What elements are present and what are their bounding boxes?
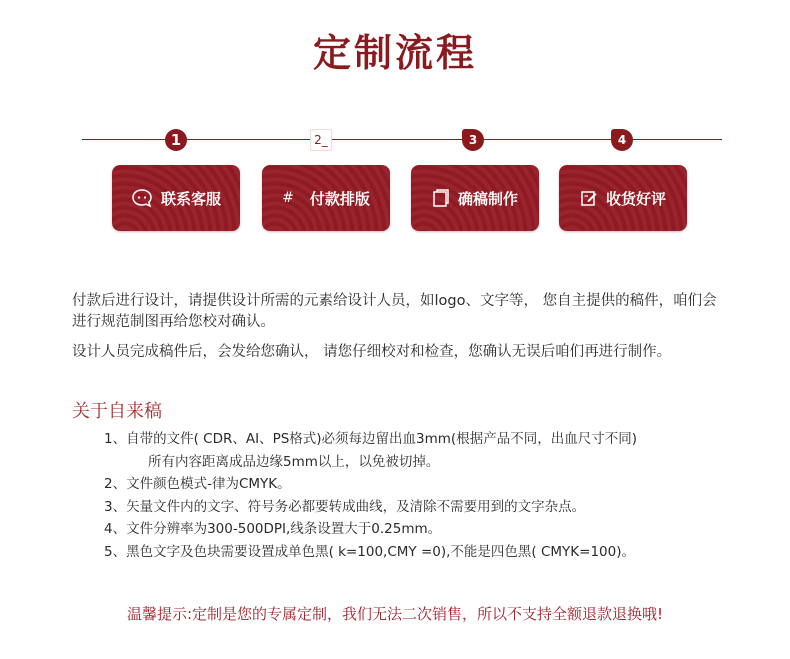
step-label: 确稿制作 (457, 189, 518, 208)
step-payment-layout (262, 165, 390, 231)
list-item: 2、文件颜色模式-律为CMYK。 (104, 476, 291, 492)
step-number-4: 4 (611, 129, 633, 151)
list-item: 5、黑色文字及色块需要设置成单色黑( k=100,CMY =0),不能是四色黑( CMYK=100)。 (104, 543, 635, 560)
warm-tip-note: 温馨提示:定制是您的专属定制，我们无法二次销售，所以不支持全额退款退换哦! (126, 605, 664, 623)
intro-paragraph-1: 付款后进行设计，请提供设计所需的元素给设计人员，如logo、文字等， 您自主提供的稿件，咱们会进行规范制图再给您校对确认。 (72, 293, 717, 330)
document-icon (432, 188, 450, 208)
list-item: 1、自带的文件( CDR、AI、PS格式)必须每边留出血3mm(根据产品不同，出血尺寸不同) (104, 431, 637, 447)
step-number-1: 1 (165, 129, 187, 151)
step-contact-service (112, 165, 240, 231)
section-title: 关于自来稿 (72, 401, 162, 422)
chat-bubble-icon (131, 188, 153, 208)
page-title: 定制流程 (312, 30, 477, 75)
step-receive-review (559, 165, 687, 231)
step-number-3: 3 (462, 129, 484, 151)
intro-paragraph-2: 设计人员完成稿件后，会发给您确认， 请您仔细校对和检查，您确认无误后咱们再进行制作。 (72, 344, 672, 360)
step-label: 付款排版 (309, 189, 370, 208)
requirements-list (104, 428, 744, 563)
step-label: 收货好评 (605, 189, 666, 208)
list-item: 4、文件分辨率为300-500DPI,线条设置大于0.25mm。 (104, 521, 442, 537)
edit-icon (580, 189, 598, 207)
hash-icon: # (282, 190, 294, 206)
step-label: 联系客服 (160, 189, 221, 208)
list-item: 3、矢量文件内的文字、符号务必都要转成曲线，及清除不需要用到的文字杂点。 (104, 498, 586, 515)
step-confirm-production (411, 165, 539, 231)
step-number-2: 2_ (310, 129, 332, 151)
list-item: 所有内容距离成品边缘5mm以上，以免被切掉。 (148, 453, 440, 470)
